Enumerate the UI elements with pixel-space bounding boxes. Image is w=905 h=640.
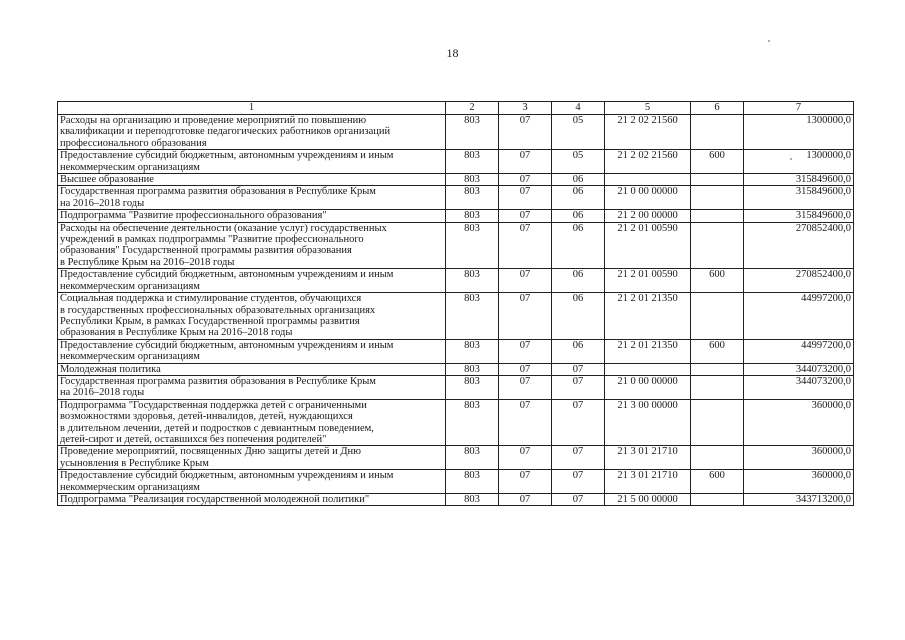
target-article-cell: 21 0 00 00000 (605, 375, 691, 399)
expense-name-line: некоммерческим организациям (60, 351, 200, 363)
amount-cell: 344073200,0 (744, 363, 854, 375)
expense-name-line: детей-сирот и детей, оставшихся без попечения родителей" (60, 433, 327, 445)
table-row (58, 446, 854, 470)
amount-cell: 343713200,0 (744, 494, 854, 506)
expense-name-line: возможностями здоровья, детей-инвалидов, детей, нуждающихся (60, 411, 353, 423)
budget-table (57, 101, 854, 506)
expense-type-cell (691, 494, 744, 506)
expense-type-cell (691, 375, 744, 399)
section-code-cell: 07 (499, 115, 552, 150)
expense-name-cell (58, 293, 446, 340)
subsection-code-cell: 06 (552, 210, 605, 222)
expense-name-line: Социальная поддержка и стимулирование студентов, обучающихся (60, 293, 362, 305)
expense-type-cell (691, 115, 744, 150)
ministry-code-cell: 803 (446, 186, 499, 210)
subsection-code-cell: 07 (552, 494, 605, 506)
amount-cell: 344073200,0 (744, 375, 854, 399)
section-code-cell: 07 (499, 446, 552, 470)
section-code-cell: 07 (499, 375, 552, 399)
header-col-1: 1 (58, 102, 446, 115)
section-code-cell: 07 (499, 269, 552, 293)
amount-cell: 1300000,0 (744, 150, 854, 174)
ministry-code-cell: 803 (446, 470, 499, 494)
subsection-code-cell: 06 (552, 269, 605, 293)
subsection-code-cell: 06 (552, 222, 605, 269)
target-article-cell: 21 5 00 00000 (605, 494, 691, 506)
table-row (58, 269, 854, 293)
table-row (58, 186, 854, 210)
table-row (58, 399, 854, 446)
expense-name-line: профессионального образования (60, 137, 207, 149)
expense-type-cell (691, 186, 744, 210)
expense-type-cell (691, 174, 744, 186)
ministry-code-cell: 803 (446, 494, 499, 506)
expense-name-line: Республики Крым, в рамках Государственной программы развития (60, 315, 360, 327)
section-code-cell: 07 (499, 293, 552, 340)
target-article-cell: 21 2 01 00590 (605, 222, 691, 269)
table-row (58, 375, 854, 399)
section-code-cell: 07 (499, 186, 552, 210)
target-article-cell: 21 2 01 21350 (605, 339, 691, 363)
section-code-cell: 07 (499, 174, 552, 186)
amount-cell: 360000,0 (744, 399, 854, 446)
amount-cell: 1300000,0 (744, 115, 854, 150)
expense-name-cell (58, 399, 446, 446)
expense-name-cell (58, 494, 446, 506)
expense-name-cell (58, 339, 446, 363)
expense-name-line: Предоставление субсидий бюджетным, автономным учреждениям и иным (60, 269, 394, 281)
expense-name-line: некоммерческим организациям (60, 280, 200, 292)
expense-name-line: Предоставление субсидий бюджетным, автономным учреждениям и иным (60, 339, 394, 351)
table-row (58, 174, 854, 186)
expense-name-line: Молодежная политика (60, 363, 161, 375)
expense-name-line: Подпрограмма "Развитие профессионального образования" (60, 210, 327, 222)
subsection-code-cell: 05 (552, 150, 605, 174)
header-col-7: 7 (744, 102, 854, 115)
subsection-code-cell: 07 (552, 446, 605, 470)
expense-name-cell (58, 269, 446, 293)
target-article-cell: 21 0 00 00000 (605, 186, 691, 210)
amount-cell: 360000,0 (744, 446, 854, 470)
subsection-code-cell: 05 (552, 115, 605, 150)
ministry-code-cell: 803 (446, 150, 499, 174)
table-row (58, 222, 854, 269)
expense-name-line: в Республике Крым на 2016–2018 годы (60, 256, 235, 268)
expense-name-cell (58, 210, 446, 222)
expense-type-cell (691, 222, 744, 269)
ministry-code-cell: 803 (446, 269, 499, 293)
ministry-code-cell: 803 (446, 363, 499, 375)
page-number: 18 (446, 46, 459, 60)
target-article-cell: 21 2 02 21560 (605, 115, 691, 150)
header-col-6: 6 (691, 102, 744, 115)
section-code-cell: 07 (499, 494, 552, 506)
expense-name-line: образования в Республике Крым на 2016–2018 годы (60, 327, 293, 339)
expense-name-line: в государственных профессиональных образовательных организациях (60, 304, 376, 316)
header-col-3: 3 (499, 102, 552, 115)
section-code-cell: 07 (499, 470, 552, 494)
expense-type-cell: 600 (691, 470, 744, 494)
table-row (58, 363, 854, 375)
target-article-cell: 21 3 00 00000 (605, 399, 691, 446)
expense-type-cell (691, 363, 744, 375)
scan-speck (768, 40, 770, 42)
section-code-cell: 07 (499, 210, 552, 222)
subsection-code-cell: 06 (552, 174, 605, 186)
header-col-4: 4 (552, 102, 605, 115)
table-row (58, 115, 854, 150)
ministry-code-cell: 803 (446, 375, 499, 399)
ministry-code-cell: 803 (446, 399, 499, 446)
table-row (58, 293, 854, 340)
section-code-cell: 07 (499, 222, 552, 269)
expense-name-line: Подпрограмма "Реализация государственной молодежной политики" (60, 494, 370, 505)
header-col-5: 5 (605, 102, 691, 115)
ministry-code-cell: 803 (446, 115, 499, 150)
target-article-cell: 21 2 01 21350 (605, 293, 691, 340)
amount-cell: 270852400,0 (744, 222, 854, 269)
expense-type-cell (691, 293, 744, 340)
subsection-code-cell: 06 (552, 339, 605, 363)
target-article-cell: 21 3 01 21710 (605, 446, 691, 470)
expense-name-line: на 2016–2018 годы (60, 387, 145, 399)
expense-name-line: Проведение мероприятий, посвященных Дню защиты детей и Дню (60, 446, 361, 458)
expense-name-line: Подпрограмма "Государственная поддержка детей с ограниченными (60, 399, 367, 411)
section-code-cell: 07 (499, 363, 552, 375)
expense-name-line: образования" Государственной программы развития образования (60, 245, 352, 257)
target-article-cell (605, 174, 691, 186)
ministry-code-cell: 803 (446, 222, 499, 269)
expense-name-line: Расходы на организацию и проведение мероприятий по повышению (60, 115, 367, 126)
expense-name-line: в длительном лечении, детей и подростков с девиантным поведением, (60, 422, 374, 434)
expense-name-line: на 2016–2018 годы (60, 197, 145, 209)
expense-name-cell (58, 115, 446, 150)
section-code-cell: 07 (499, 339, 552, 363)
ministry-code-cell: 803 (446, 293, 499, 340)
table-row (58, 470, 854, 494)
expense-name-line: Предоставление субсидий бюджетным, автономным учреждениям и иным (60, 470, 394, 482)
expense-name-line: Расходы на обеспечение деятельности (оказание услуг) государственных (60, 222, 387, 234)
expense-name-cell (58, 446, 446, 470)
table-body (58, 115, 854, 506)
amount-cell: 315849600,0 (744, 174, 854, 186)
section-code-cell: 07 (499, 399, 552, 446)
expense-name-cell (58, 150, 446, 174)
expense-name-cell (58, 375, 446, 399)
subsection-code-cell: 07 (552, 363, 605, 375)
expense-name-line: усыновления в Республике Крым (60, 457, 209, 469)
expense-name-line: некоммерческим организациям (60, 481, 200, 493)
target-article-cell: 21 2 02 21560 (605, 150, 691, 174)
subsection-code-cell: 07 (552, 399, 605, 446)
expense-name-cell (58, 363, 446, 375)
table-row (58, 494, 854, 506)
target-article-cell: 21 3 01 21710 (605, 470, 691, 494)
ministry-code-cell: 803 (446, 339, 499, 363)
header-col-2: 2 (446, 102, 499, 115)
expense-name-line: учреждений в рамках подпрограммы "Развитие профессионального (60, 234, 364, 246)
expense-type-cell: 600 (691, 339, 744, 363)
amount-cell: 315849600,0 (744, 210, 854, 222)
ministry-code-cell: 803 (446, 446, 499, 470)
expense-name-cell (58, 222, 446, 269)
expense-name-line: квалификации и переподготовке педагогических работников организаций (60, 126, 391, 138)
table-row (58, 150, 854, 174)
expense-name-cell (58, 174, 446, 186)
expense-type-cell (691, 210, 744, 222)
expense-type-cell (691, 446, 744, 470)
table-row (58, 210, 854, 222)
amount-cell: 270852400,0 (744, 269, 854, 293)
section-code-cell: 07 (499, 150, 552, 174)
expense-type-cell: 600 (691, 269, 744, 293)
table-row (58, 339, 854, 363)
amount-cell: 44997200,0 (744, 339, 854, 363)
subsection-code-cell: 06 (552, 186, 605, 210)
target-article-cell: 21 2 00 00000 (605, 210, 691, 222)
target-article-cell: 21 2 01 00590 (605, 269, 691, 293)
subsection-code-cell: 07 (552, 375, 605, 399)
amount-cell: 315849600,0 (744, 186, 854, 210)
expense-name-cell (58, 186, 446, 210)
expense-type-cell: 600 (691, 150, 744, 174)
expense-name-line: некоммерческим организациям (60, 161, 200, 173)
expense-type-cell (691, 399, 744, 446)
target-article-cell (605, 363, 691, 375)
table-header-row (58, 102, 854, 115)
ministry-code-cell: 803 (446, 210, 499, 222)
expense-name-line: Государственная программа развития образования в Республике Крым (60, 186, 376, 198)
expense-name-cell (58, 470, 446, 494)
expense-name-line: Государственная программа развития образования в Республике Крым (60, 375, 376, 387)
expense-name-line: Высшее образование (60, 174, 154, 186)
amount-cell: 360000,0 (744, 470, 854, 494)
subsection-code-cell: 06 (552, 293, 605, 340)
expense-name-line: Предоставление субсидий бюджетным, автономным учреждениям и иным (60, 150, 394, 162)
amount-cell: 44997200,0 (744, 293, 854, 340)
subsection-code-cell: 07 (552, 470, 605, 494)
ministry-code-cell: 803 (446, 174, 499, 186)
